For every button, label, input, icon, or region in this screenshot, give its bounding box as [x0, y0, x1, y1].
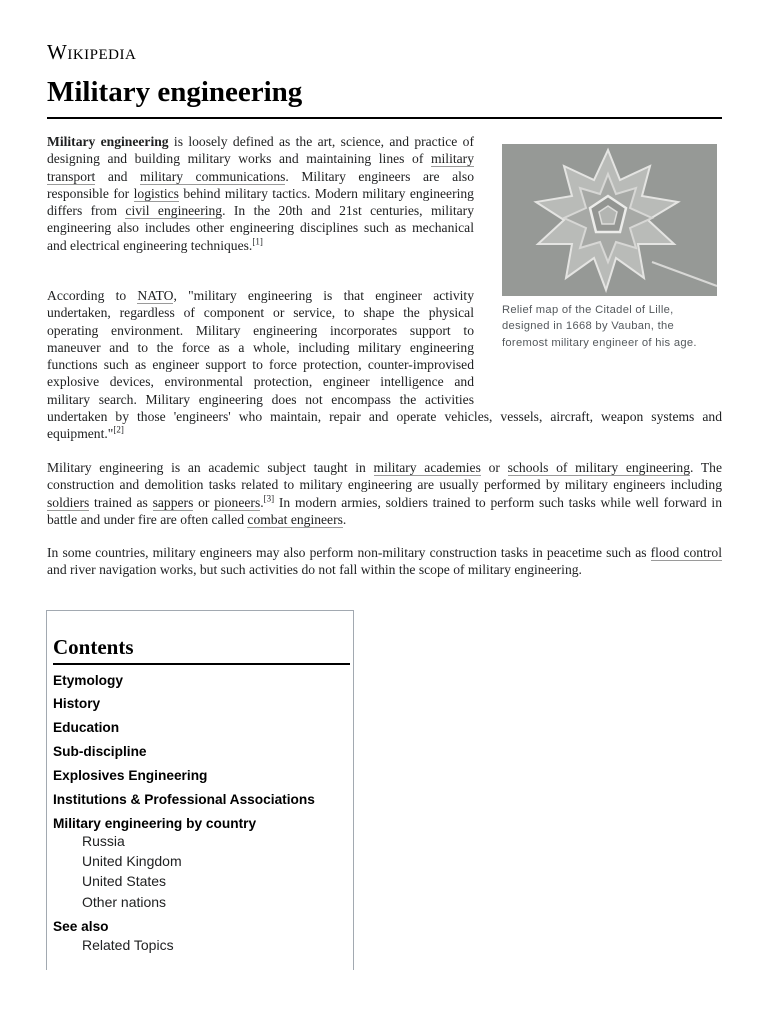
toc-item-by-country[interactable]: Military engineering by country [53, 816, 257, 831]
text: is loosely defined as the art, science, and practice of designing and building military works and maintaining lines of [47, 134, 474, 167]
link-logistics[interactable]: logistics [133, 185, 179, 201]
link-civil-engineering[interactable]: civil engineering [125, 203, 223, 219]
link-pioneers[interactable]: pioneers [214, 494, 261, 510]
toc-subitem-russia[interactable]: Russia [82, 833, 125, 849]
toc-item-explosives-engineering[interactable]: Explosives Engineering [53, 768, 208, 783]
link-military-academies[interactable]: military academies [373, 460, 481, 475]
link-schools-of-military-engineering[interactable]: schools of military engineering [507, 460, 691, 475]
wikipedia-wordmark: Wikipedia [47, 40, 137, 64]
page-title: Military engineering [47, 76, 303, 108]
link-combat-engineers[interactable]: combat engineers [247, 511, 343, 527]
text: Military engineering is an academic subject taught in [47, 460, 374, 475]
toc-subitem-related-topics[interactable]: Related Topics [82, 937, 174, 953]
wikipedia-logo[interactable] [47, 40, 136, 65]
link-military-communications[interactable]: military communications [140, 168, 286, 184]
toc-item-institutions[interactable]: Institutions & Professional Associations [53, 792, 315, 807]
toc-divider [53, 663, 350, 665]
text: According to [47, 288, 138, 303]
text: behind military tactics. Modern military engineering differs from [47, 185, 474, 219]
text: , "military engineering is that engineer activity undertaken, regardless of component or service, to shape the physical operating environment. Military engineering incorporates support to maneuver and to the force as a whole, including military engineering functions such as engineer support to force protection, counter-improvised explosive devices, environmental protection, engineer intelligence and military search. Military engineering does not encompass the activities undertaken by those 'engineers' who maintain, repair and operate vehicles, vessels, aircraft, weapon systems and equipment." [47, 288, 722, 442]
title-divider [47, 117, 722, 119]
reference-3[interactable]: [3] [263, 493, 275, 504]
reference-1[interactable]: [1] [252, 236, 263, 247]
article-subject-bold: Military engineering [47, 134, 169, 149]
link-nato[interactable]: NATO [137, 288, 174, 303]
toc-item-education[interactable]: Education [53, 720, 120, 735]
text: . [260, 494, 264, 510]
figure-caption: Relief map of the Citadel of Lille, designed in 1668 by Vauban, the foremost military engineer of his age. [502, 304, 697, 349]
table-of-contents [46, 610, 354, 970]
link-sappers[interactable]: sappers [152, 494, 194, 510]
text: In some countries, military engineers may also perform non-military construction tasks in peacetime such as [47, 545, 651, 560]
text: . In the 20th and 21st centuries, military engineering also includes other engineering disciplines such as mechanical and electrical engineering techniques. [47, 203, 474, 253]
toc-subitem-united-states[interactable]: United States [82, 873, 167, 889]
intro-paragraph-3 [47, 459, 722, 528]
toc-item-history[interactable]: History [53, 696, 101, 711]
link-flood-control[interactable]: flood control [650, 545, 722, 560]
link-soldiers[interactable]: soldiers [47, 494, 90, 510]
toc-item-etymology[interactable]: Etymology [53, 673, 123, 688]
link-military-transport[interactable]: military transport [47, 151, 474, 184]
toc-item-sub-discipline[interactable]: Sub-discipline [53, 744, 147, 759]
reference-2[interactable]: [2] [113, 424, 124, 435]
text: trained as [89, 494, 153, 510]
text: . Military engineers are also responsible for [47, 168, 474, 201]
text: . The construction and demolition tasks related to military engineering are usually performed by military engineers including [47, 460, 722, 493]
toc-subitem-united-kingdom[interactable]: United Kingdom [82, 853, 182, 869]
text: . [342, 511, 347, 527]
toc-item-see-also[interactable]: See also [53, 919, 109, 934]
citadel-relief-image[interactable] [502, 144, 717, 296]
text: and river navigation works, but such activities do not fall within the scope of military engineering. [47, 562, 582, 578]
intro-paragraph-4 [47, 544, 722, 579]
toc-title: Contents [53, 635, 134, 659]
toc-subitem-other-nations[interactable]: Other nations [82, 894, 167, 910]
text: In modern armies, soldiers trained to perform such tasks while well forward in battle and under fire are often called [47, 494, 722, 527]
intro-paragraph-1 [47, 133, 474, 254]
text: or [193, 494, 215, 510]
text: and [95, 168, 140, 184]
infobox-figure [502, 144, 717, 351]
text: or [480, 460, 508, 475]
